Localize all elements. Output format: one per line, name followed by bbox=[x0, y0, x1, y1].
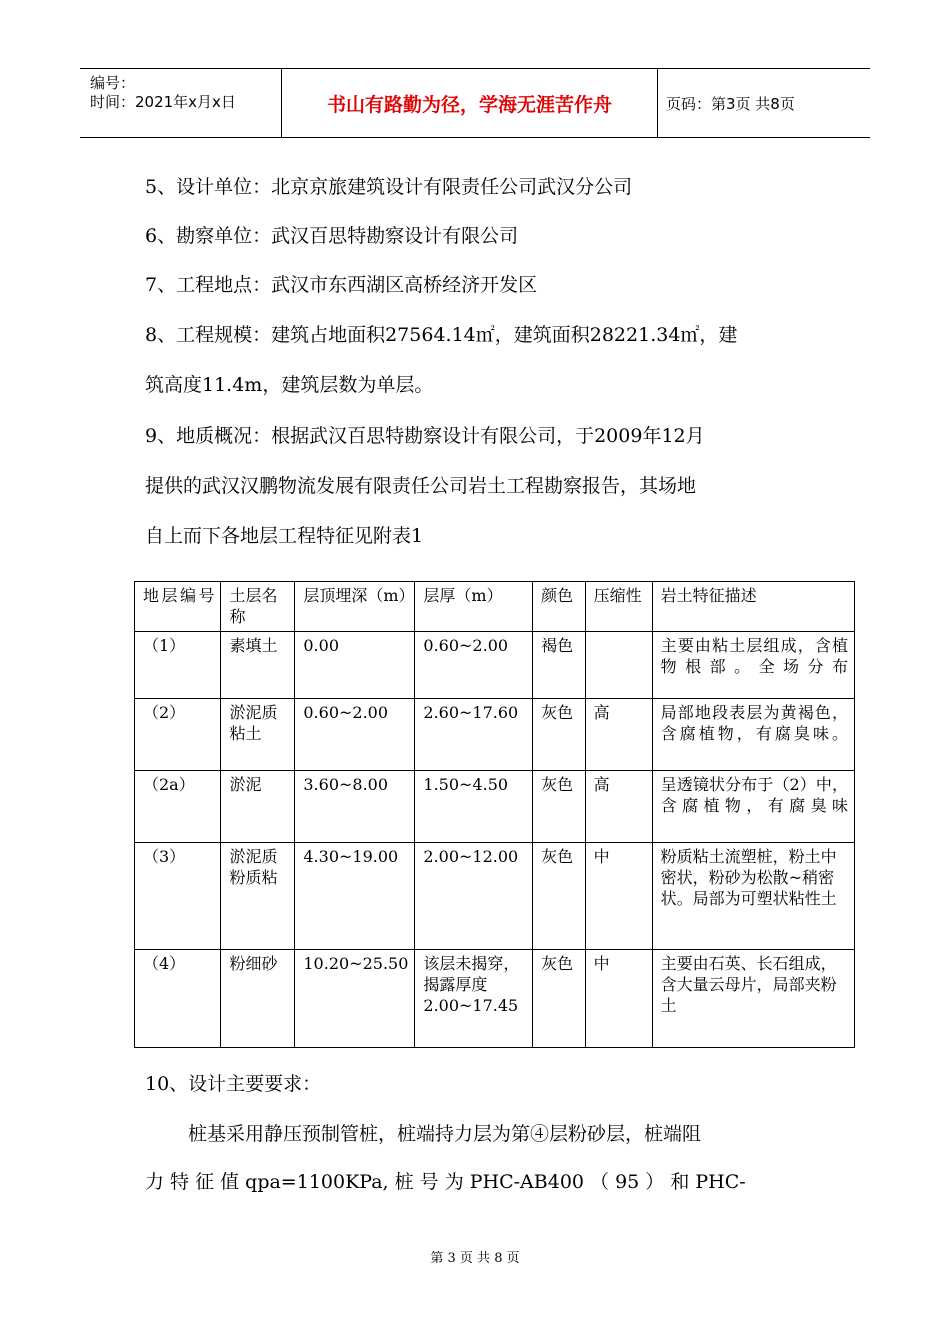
table-cell: 中 bbox=[585, 843, 652, 950]
table-cell: （1） bbox=[135, 632, 221, 699]
header-cell: 压缩性 bbox=[585, 582, 652, 632]
header-motto: 书山有路勤为径，学海无涯苦作舟 bbox=[281, 69, 658, 137]
table-row bbox=[135, 699, 855, 771]
table-cell: （2） bbox=[135, 699, 221, 771]
header-cell: 颜色 bbox=[533, 582, 585, 632]
table-cell: 3.60~8.00 bbox=[295, 771, 415, 843]
table-cell: 灰色 bbox=[533, 699, 585, 771]
table-cell: 0.60~2.00 bbox=[415, 632, 533, 699]
header-cell: 层厚（m） bbox=[415, 582, 533, 632]
table-cell: 0.00 bbox=[295, 632, 415, 699]
table-cell: 局部地段表层为黄褐色，含腐植物，有腐臭味。 bbox=[652, 699, 854, 771]
paragraph-scale-line1: 8、工程规模：建筑占地面积27564.14㎡，建筑面积28221.34㎡，建 bbox=[145, 324, 738, 346]
paragraph-geology-line1: 9、地质概况：根据武汉百思特勘察设计有限公司，于2009年12月 bbox=[145, 425, 705, 447]
table-cell: 10.20~25.50 bbox=[295, 950, 415, 1048]
table-row bbox=[135, 771, 855, 843]
table-row bbox=[135, 843, 855, 950]
table-cell: 主要由粘土层组成，含植物根部。全场分布 bbox=[652, 632, 854, 699]
table-cell: 2.00~12.00 bbox=[415, 843, 533, 950]
paragraph-scale-line2: 筑高度11.4m，建筑层数为单层。 bbox=[145, 374, 434, 396]
paragraph-location: 7、工程地点：武汉市东西湖区高桥经济开发区 bbox=[145, 274, 538, 296]
table-header-row bbox=[135, 582, 855, 632]
table-cell: 粉质粘土流塑桩，粉土中密状，粉砂为松散~稍密状。局部为可塑状粘性土 bbox=[652, 843, 854, 950]
table-cell: 素填土 bbox=[221, 632, 295, 699]
table-cell: 灰色 bbox=[533, 771, 585, 843]
paragraph-geology-line3: 自上而下各地层工程特征见附表1 bbox=[145, 525, 424, 547]
header-page-info: 页码：第3页 共8页 bbox=[666, 94, 795, 113]
table-cell: 2.60~17.60 bbox=[415, 699, 533, 771]
table-cell: 高 bbox=[585, 771, 652, 843]
header-cell: 土层名称 bbox=[221, 582, 295, 632]
table-cell: （2a） bbox=[135, 771, 221, 843]
table-cell: 0.60~2.00 bbox=[295, 699, 415, 771]
paragraph-design-unit: 5、设计单位：北京京旅建筑设计有限责任公司武汉分公司 bbox=[145, 176, 633, 198]
table-cell: 粉细砂 bbox=[221, 950, 295, 1048]
table-cell: 中 bbox=[585, 950, 652, 1048]
table-cell: 淤泥质粘土 bbox=[221, 699, 295, 771]
header-cell: 岩土特征描述 bbox=[652, 582, 854, 632]
table-cell: 淤泥质粉质粘 bbox=[221, 843, 295, 950]
table-cell: 该层未揭穿，揭露厚度2.00~17.45 bbox=[415, 950, 533, 1048]
table-cell bbox=[585, 632, 652, 699]
page-footer: 第 3 页 共 8 页 bbox=[430, 1251, 520, 1266]
stratum-table bbox=[134, 581, 855, 1048]
paragraph-geology-line2: 提供的武汉汉鹏物流发展有限责任公司岩土工程勘察报告，其场地 bbox=[145, 475, 697, 497]
document-time-label: 时间：2021年x月x日 bbox=[90, 93, 236, 111]
paragraph-pile-line2: 力 特 征 值 qpa=1100KPa, 桩 号 为 PHC-AB400 （ 95 ） 和 PHC- bbox=[145, 1171, 746, 1193]
table-cell: 灰色 bbox=[533, 843, 585, 950]
table-cell: 褐色 bbox=[533, 632, 585, 699]
table-cell: 呈透镜状分布于（2）中，含腐植物，有腐臭味 bbox=[652, 771, 854, 843]
table-row bbox=[135, 950, 855, 1048]
header-meta bbox=[80, 69, 281, 137]
table-row bbox=[135, 632, 855, 699]
page-header bbox=[80, 68, 870, 138]
table-cell: 4.30~19.00 bbox=[295, 843, 415, 950]
table-cell: 1.50~4.50 bbox=[415, 771, 533, 843]
table-cell: 淤泥 bbox=[221, 771, 295, 843]
table-cell: 灰色 bbox=[533, 950, 585, 1048]
document-number-label: 编号： bbox=[90, 74, 136, 92]
table-cell: 高 bbox=[585, 699, 652, 771]
table-cell: 主要由石英、长石组成，含大量云母片，局部夹粉土 bbox=[652, 950, 854, 1048]
paragraph-pile-line1: 桩基采用静压预制管桩，桩端持力层为第④层粉砂层，桩端阻 bbox=[188, 1123, 702, 1145]
header-cell: 地层编号 bbox=[135, 582, 221, 632]
table-cell: （4） bbox=[135, 950, 221, 1048]
paragraph-requirements-heading: 10、设计主要要求： bbox=[145, 1073, 322, 1095]
header-cell: 层顶埋深（m） bbox=[295, 582, 415, 632]
table-cell: （3） bbox=[135, 843, 221, 950]
paragraph-survey-unit: 6、勘察单位：武汉百思特勘察设计有限公司 bbox=[145, 225, 519, 247]
